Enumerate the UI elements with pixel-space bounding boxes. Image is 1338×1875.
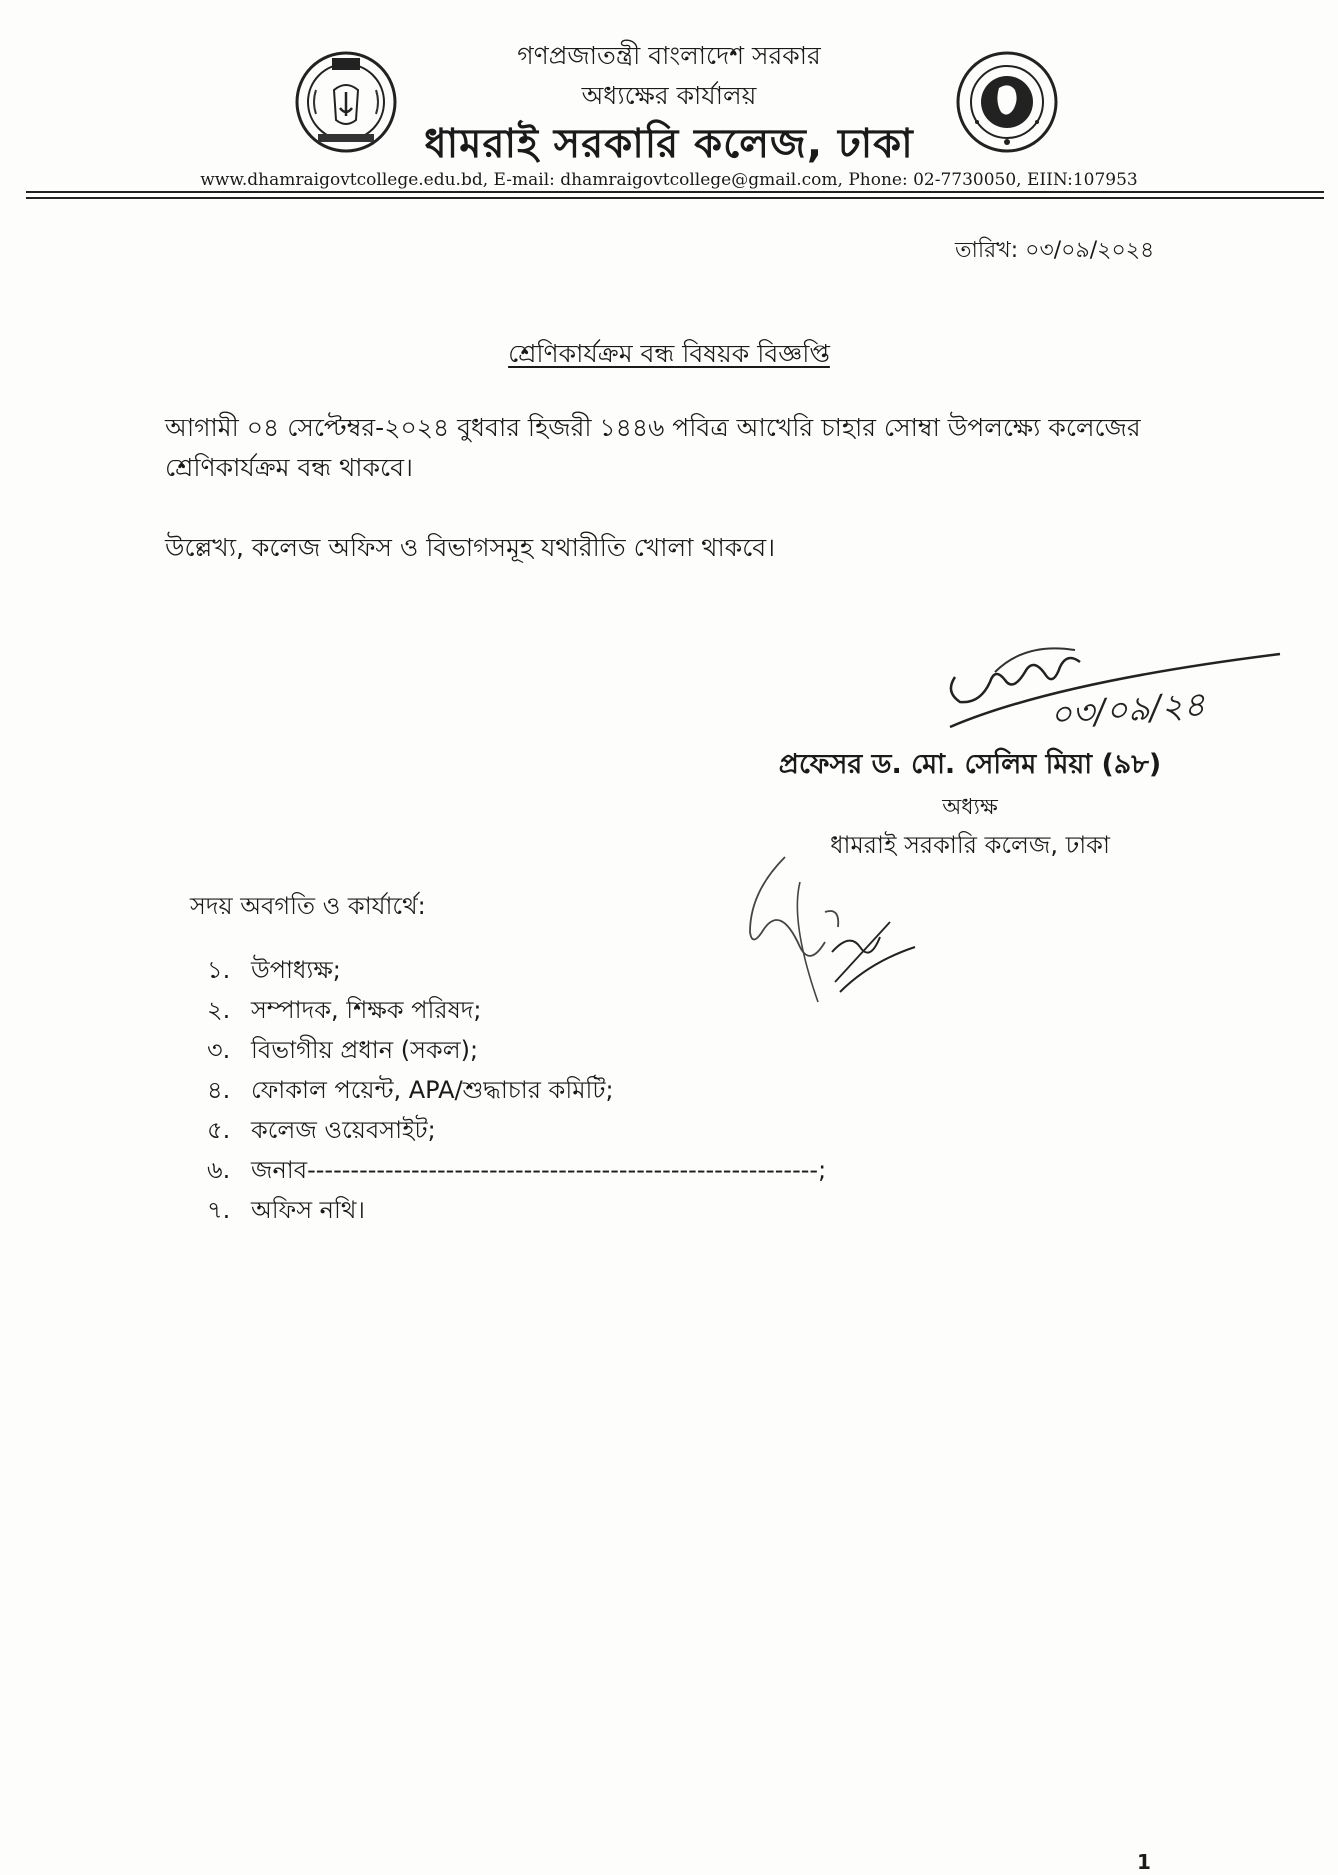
list-item — [207, 1030, 826, 1070]
distribution-heading: সদয় অবগতি ও কার্যার্থে: — [190, 892, 426, 920]
notice-date: তারিখ: ০৩/০৯/২০২৪ — [955, 238, 1155, 263]
list-item — [207, 1150, 826, 1190]
list-item-text: অফিস নথি। — [251, 1196, 365, 1224]
college-name: ধামরাই সরকারি কলেজ, ঢাকা — [424, 121, 914, 167]
signer-college: ধামরাই সরকারি কলেজ, ঢাকা — [830, 831, 1110, 859]
header-divider — [26, 191, 1324, 193]
body-paragraph-2: উল্লেখ্য, কলেজ অফিস ও বিভাগসমূহ যথারীতি খোলা থাকবে। — [165, 533, 776, 562]
list-item-number: ৪. — [207, 1076, 231, 1104]
list-item-text: জনাব-----------------------------------------------------------; — [251, 1156, 827, 1184]
list-item-number: ১. — [207, 956, 231, 984]
list-item-number: ২. — [207, 996, 231, 1024]
signature-date: ০৩/০৯/২৪ — [1048, 684, 1207, 736]
list-item-text: সম্পাদক, শিক্ষক পরিষদ; — [251, 996, 482, 1024]
list-item-number: ৩. — [207, 1036, 231, 1064]
signer-designation: অধ্যক্ষ — [942, 795, 998, 820]
list-item-text: বিভাগীয় প্রধান (সকল); — [251, 1036, 479, 1064]
signer-name: প্রফেসর ড. মো. সেলিম মিয়া (৯৮) — [778, 749, 1162, 780]
notice-subject — [0, 334, 1338, 377]
distribution-list — [207, 950, 826, 1230]
list-item — [207, 990, 826, 1030]
list-item — [207, 1070, 826, 1110]
list-item — [207, 1190, 826, 1230]
list-item-number: ৭. — [207, 1196, 231, 1224]
body-paragraph-1: আগামী ০৪ সেপ্টেম্বর-২০২৪ বুধবার হিজরী ১৪৪৬ পবিত্র আখেরি চাহার সোম্বা উপলক্ষ্যে কলেজের শ্রেণিকার্যক্রম বন্ধ থাকবে। — [165, 413, 1141, 482]
contact-line: www.dhamraigovtcollege.edu.bd, E-mail: dhamraigovtcollege@gmail.com, Phone: 02-7730050, EIIN:107953 — [200, 170, 1138, 190]
list-item-text: উপাধ্যক্ষ; — [251, 956, 341, 984]
subject-text: শ্রেণিকার্যক্রম বন্ধ বিষয়ক বিজ্ঞপ্তি — [508, 339, 830, 368]
list-item — [207, 950, 826, 990]
government-title: গণপ্রজাতন্ত্রী বাংলাদেশ সরকার — [517, 41, 821, 70]
office-title: অধ্যক্ষের কার্যালয় — [581, 81, 757, 110]
header-divider-secondary — [26, 197, 1324, 199]
list-item — [207, 1110, 826, 1150]
list-item-number: ৬. — [207, 1156, 231, 1184]
list-item-text: ফোকাল পয়েন্ট, APA/শুদ্ধাচার কমিটি; — [251, 1076, 614, 1104]
list-item-text: কলেজ ওয়েবসাইট; — [251, 1116, 436, 1144]
list-item-number: ৫. — [207, 1116, 231, 1144]
page-number: 1 — [1137, 1850, 1151, 1874]
